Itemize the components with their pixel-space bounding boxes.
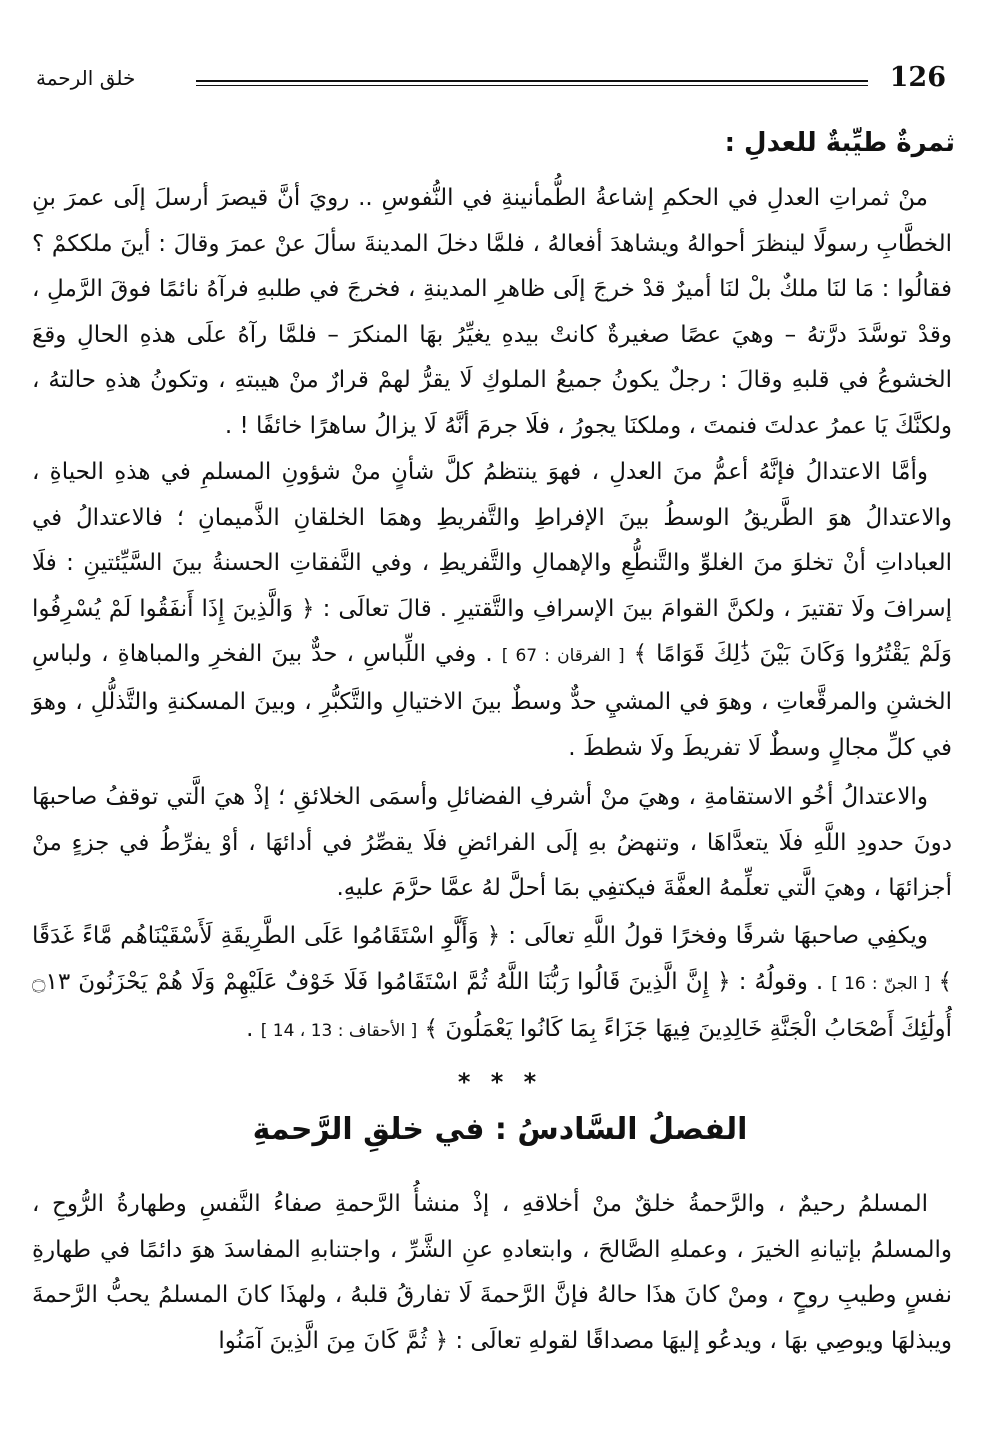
paragraph-5 bbox=[32, 1182, 952, 1364]
paragraph-text-part: وأمَّا الاعتدالُ فإنَّهُ أعمُّ منَ العدلِ ، فهوَ ينتظمُ كلَّ شأنٍ منْ شؤونِ المسلمِ في هذهِ الحياةِ ، والاعتدالُ هوَ الطَّريقُ الوسطُ بينَ الإفراطِ والتَّفريطِ وهمَا الخلقانِ الذَّميمانِ ؛ فالاعتدالُ في العباداتِ أنْ تخلوَ منَ الغلوِّ والتَّنطُّعِ والإهمالِ والتَّفريطِ ، وفي النَّفقاتِ الحسنةُ بينَ السَّيِّئتينِ : فلَا إسرافَ ولَا تقتيرَ ، ولكنَّ القوامَ بينَ الإسرافِ والتَّقتيرِ . قالَ تعالَى : bbox=[32, 459, 952, 622]
paragraph-text bbox=[32, 1182, 952, 1364]
chapter-heading: الفصلُ السَّادسُ : في خلقِ الرَّحمةِ bbox=[252, 1112, 748, 1147]
paragraph-3 bbox=[32, 775, 952, 912]
verse-reference: [ الجنّ : 16 ] bbox=[831, 973, 931, 994]
paragraph-text-part: ويكفِي صاحبهَا شرفًا وفخرًا قولُ اللَّهِ تعالَى : bbox=[508, 923, 928, 949]
paragraph-2 bbox=[32, 450, 952, 771]
verse-reference: [ الفرقان : 67 ] bbox=[501, 646, 625, 667]
paragraph-text bbox=[32, 450, 952, 771]
paragraph-text-part: المسلمُ رحيمٌ ، والرَّحمةُ خلقٌ منْ أخلاقهِ ، إذْ منشأُ الرَّحمةِ صفاءُ النَّفسِ وطهارةُ الرُّوحِ ، والمسلمُ بإتيانهِ الخيرَ ، وعملهِ الصَّالحَ ، وابتعادهِ عنِ الشَّرِّ ، واجتنابهِ المفاسدَ هوَ دائمًا في طهارةِ نفسٍ وطيبِ روحٍ ، ومنْ كانَ هذَا حالهُ فإنَّ الرَّحمةَ لَا تفارقُ قلبهُ ، ولهذَا كانَ المسلمُ يحبُّ الرَّحمةَ ويبذلهَا ويوصِي بهَا ، ويدعُو إليهَا مصداقًا لقولهِ تعالَى : bbox=[32, 1191, 952, 1354]
paragraph-1 bbox=[32, 176, 952, 450]
section-heading: ثمرةٌ طيِّبةٌ للعدلِ : bbox=[724, 128, 955, 158]
verse-reference: [ الأحقاف : 13 ، 14 ] bbox=[260, 1021, 418, 1042]
header-rule-thin bbox=[196, 85, 868, 86]
paragraph-text-part: . وقولُهُ : bbox=[738, 968, 824, 995]
quran-verse: ﴿ وَالَّذِينَ إِذَا أَنفَقُوا لَمْ يُسْرِفُوا وَلَمْ يَقْتُرُوا وَكَانَ بَيْنَ ذَٰلِكَ قَوَامًا ﴾ bbox=[32, 595, 952, 668]
quran-verse: ﴿ ثُمَّ كَانَ مِنَ الَّذِينَ آمَنُوا bbox=[218, 1327, 449, 1354]
page-header bbox=[36, 58, 956, 98]
paragraph-text-part: . bbox=[246, 1016, 254, 1043]
page-number: 126 bbox=[889, 62, 946, 93]
paragraph-4 bbox=[32, 914, 952, 1055]
quran-verse: ﴿ إِنَّ الَّذِينَ قَالُوا رَبُّنَا اللَّهُ ثُمَّ اسْتَقَامُوا فَلَا خَوْفٌ عَلَيْهِمْ وَلَا هُمْ يَحْزَنُونَ ۝١٣ أُولَٰئِكَ أَصْحَابُ الْجَنَّةِ خَالِدِينَ فِيهَا جَزَاءً بِمَا كَانُوا يَعْمَلُونَ ﴾ bbox=[32, 968, 952, 1043]
section-separator: * * * bbox=[457, 1068, 543, 1096]
paragraph-text bbox=[32, 914, 952, 1055]
paragraph-text: منْ ثمراتِ العدلِ في الحكمِ إشاعةُ الطُّمأنينةِ في النُّفوسِ .. رويَ أنَّ قيصرَ أرسلَ إلَى عمرَ بنِ الخطَّابِ رسولًا لينظرَ أحوالهُ ويشاهدَ أفعالهُ ، فلمَّا دخلَ المدينةَ سألَ عنْ عمرَ وقالَ : أينَ ملككمْ ؟ فقالُوا : مَا لنَا ملكٌ بلْ لنَا أميرٌ قدْ خرجَ إلَى ظاهرِ المدينةِ ، فخرجَ في طلبهِ فرآهُ نائمًا فوقَ الرَّملِ ، وقدْ توسَّدَ درَّتهُ – وهيَ عصًا صغيرةٌ كانتْ بيدهِ يغيِّرُ بهَا المنكرَ – فلمَّا رآهُ علَى هذهِ الحالِ وقعَ الخشوعُ في قلبهِ وقالَ : رجلٌ يكونُ جميعُ الملوكِ لَا يقرُّ لهمْ قرارٌ منْ هيبتهِ ، وتكونُ هذهِ حالتهُ ، ولكنَّكَ يَا عمرُ عدلتَ فنمتَ ، وملكنَا يجورُ ، فلَا جرمَ أنَّهُ لَا يزالُ ساهرًا خائفًا ! . bbox=[32, 185, 952, 439]
paragraph-text-part: . وفي اللِّباسِ ، حدٌّ بينَ الفخرِ والمباهاةِ ، ولباسِ الخشنِ والمرقَّعاتِ ، وهوَ في المشيِ حدٌّ وسطٌ بينَ الاختيالِ والتَّكبُّرِ ، وبينَ المسكنةِ والتَّذلُّلِ ، وهوَ في كلِّ مجالٍ وسطٌ لَا تفريطَ ولَا شططَ . bbox=[32, 641, 952, 761]
running-title: خلق الرحمة bbox=[36, 66, 136, 90]
header-rule bbox=[196, 80, 868, 82]
paragraph-text: والاعتدالُ أخُو الاستقامةِ ، وهيَ منْ أشرفِ الفضائلِ وأسمَى الخلائقِ ؛ إذْ هيَ الَّتي توقفُ صاحبهَا دونَ حدودِ اللَّهِ فلَا يتعدَّاهَا ، وتنهضُ بهِ إلَى الفرائضِ فلَا يقصِّرُ في أدائهَا ، أوْ يفرِّطُ في جزءٍ منْ أجزائهَا ، وهيَ الَّتي تعلِّمهُ العفَّةَ فيكتفِي بمَا أحلَّ لهُ عمَّا حرَّمَ عليهِ. bbox=[32, 784, 952, 902]
quran-verse: ﴿ وَأَلَّوِ اسْتَقَامُوا عَلَى الطَّرِيقَةِ لَأَسْقَيْنَاهُم مَّاءً غَدَقًا ﴾ bbox=[32, 923, 952, 995]
